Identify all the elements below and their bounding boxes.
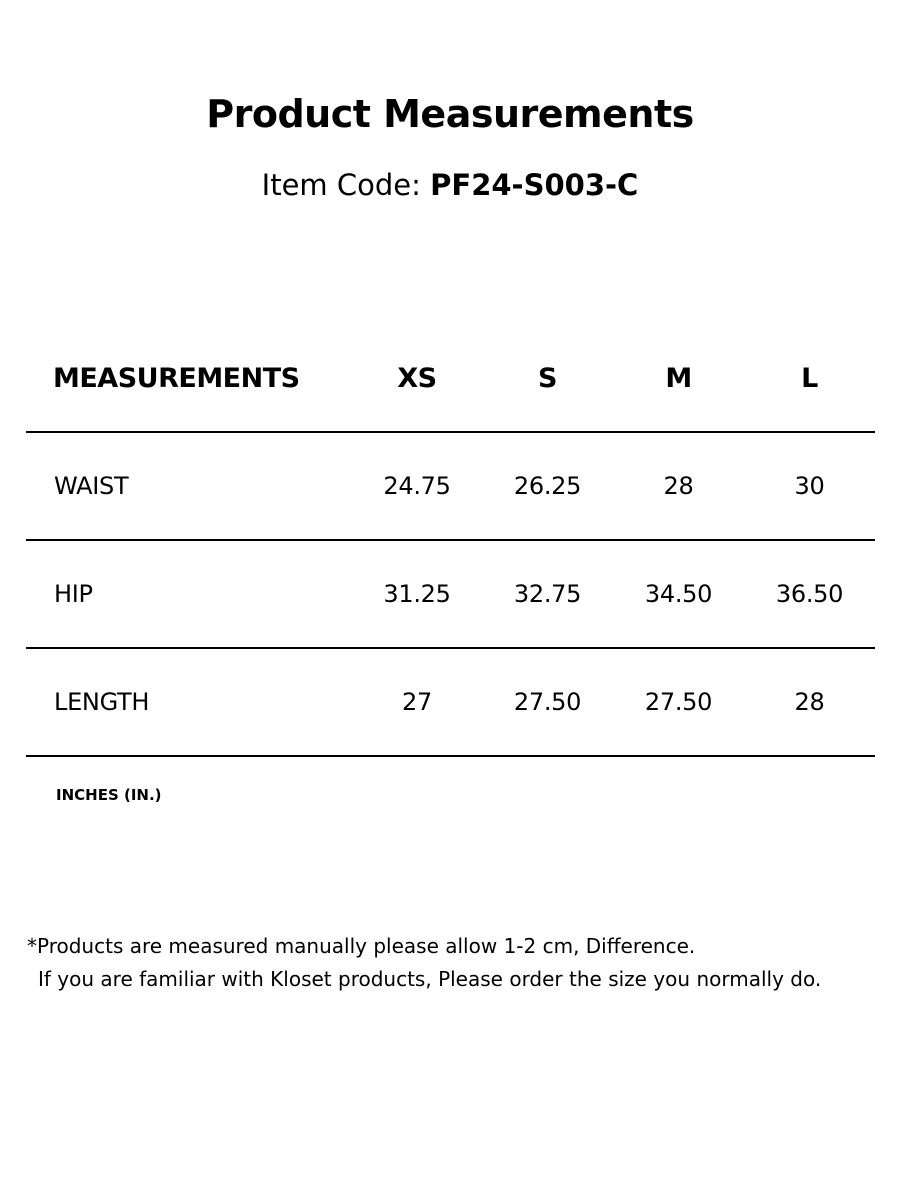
table-cell: 34.50 (644, 580, 713, 608)
table-cell: 28 (663, 472, 694, 500)
table-cell: 32.75 (513, 580, 582, 608)
page-title: Product Measurements (206, 92, 694, 136)
column-header-m: M (665, 362, 692, 394)
row-label-hip: HIP (54, 580, 93, 608)
item-code-label: Item Code: (261, 168, 421, 202)
table-cell: 27 (402, 688, 432, 716)
disclaimer-line-1: *Products are measured manually please allow 1-2 cm, Difference. (27, 934, 696, 958)
table-row-waist (26, 432, 875, 540)
column-header-measurements: MEASUREMENTS (53, 362, 300, 394)
table-cell: 31.25 (383, 580, 451, 608)
row-label-waist: WAIST (54, 472, 129, 500)
table-cell: 27.50 (513, 688, 582, 716)
item-code (0, 168, 900, 202)
row-label-length: LENGTH (54, 688, 150, 716)
table-cell: 30 (794, 472, 825, 500)
table-cell: 36.50 (775, 580, 844, 608)
table-row-length (26, 648, 875, 756)
table-row-hip (26, 540, 875, 648)
table-header-row (26, 325, 875, 432)
table-cell: 28 (794, 688, 825, 716)
table-cell: 26.25 (513, 472, 582, 500)
measurements-table (26, 325, 875, 757)
table-cell: 27.50 (644, 688, 713, 716)
column-header-l: L (801, 362, 818, 394)
column-header-s: S (538, 362, 557, 394)
column-header-xs: XS (397, 362, 437, 394)
disclaimer-line-2: If you are familiar with Kloset products, Please order the size you normally do. (38, 967, 822, 991)
item-code-value: PF24-S003-C (430, 168, 639, 202)
units-note: INCHES (IN.) (56, 786, 162, 804)
table-cell: 24.75 (383, 472, 451, 500)
